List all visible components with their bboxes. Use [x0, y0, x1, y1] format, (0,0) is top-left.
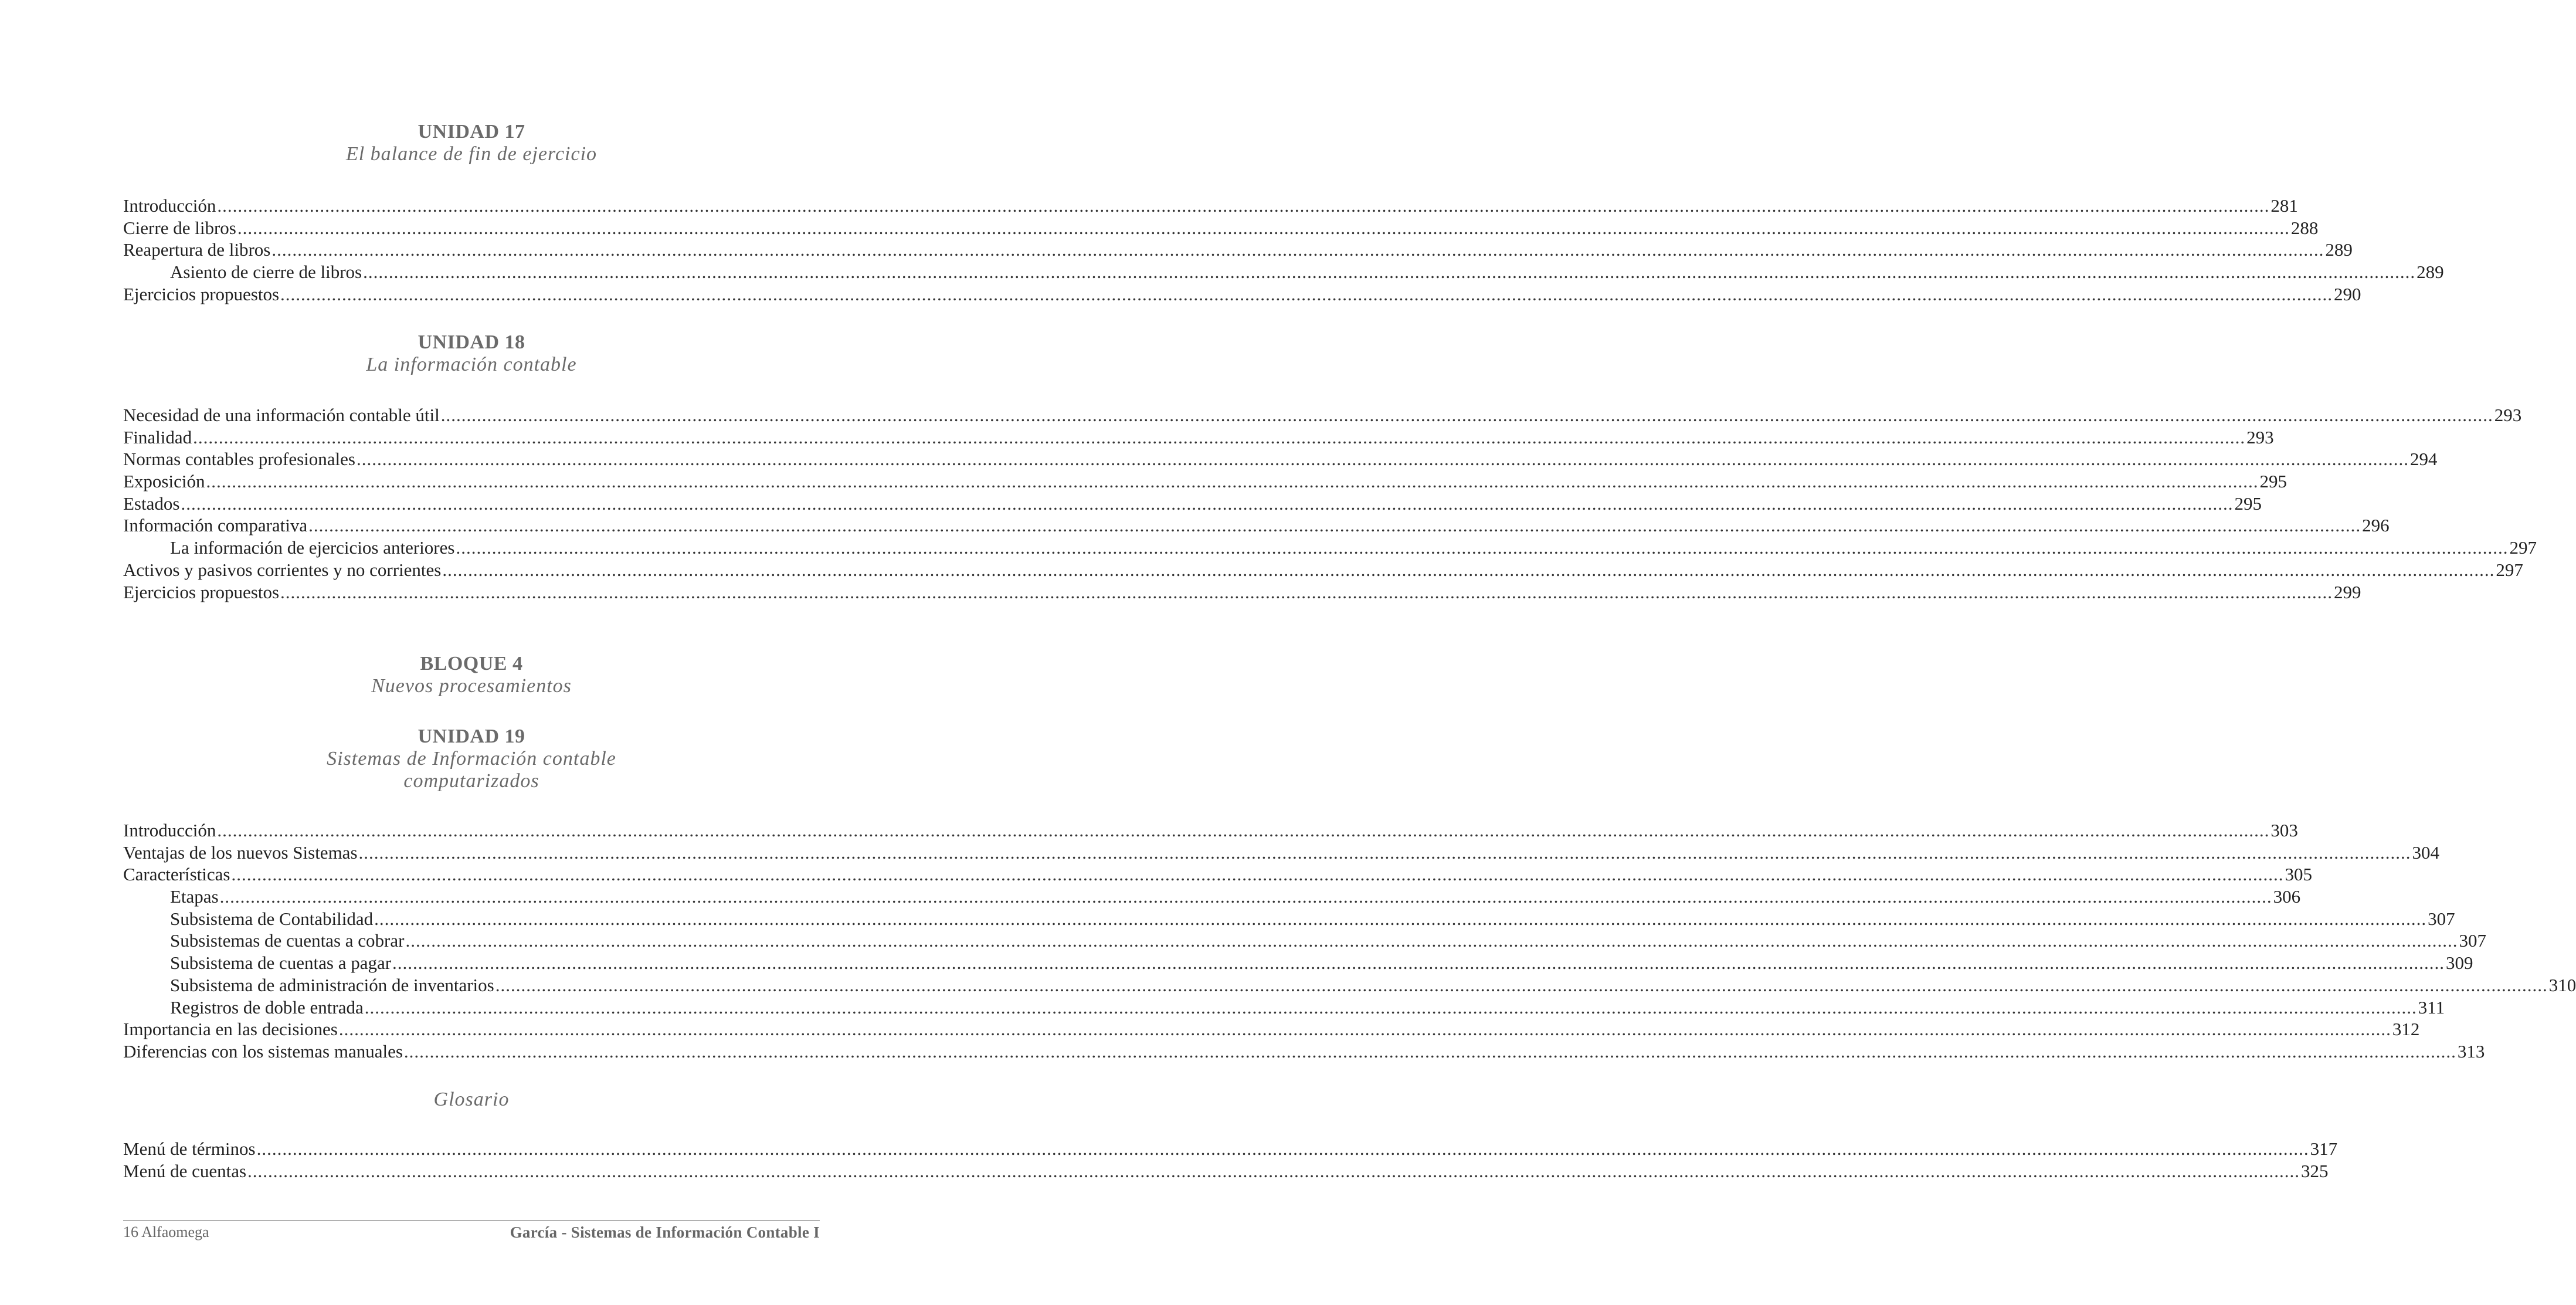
unit19-title: UNIDAD 19 [418, 726, 525, 747]
toc-entry-title: Introducción [123, 820, 216, 840]
toc-entry-page: 295 [2259, 471, 2287, 492]
toc-entry-title: Ejercicios propuestos [123, 283, 280, 304]
toc-entry-page: 304 [2412, 842, 2440, 863]
toc-dot-leader: ................................................................................................................................................................................................................................................................................................................................................................................................................ [442, 559, 2495, 580]
toc-entry-title: Registros de doble entrada [170, 996, 364, 1018]
glossary-header [123, 1089, 820, 1111]
unit17-toc [123, 195, 2444, 305]
block4-title: BLOQUE 4 [420, 653, 523, 674]
unit17-header [123, 121, 820, 165]
toc-entry [123, 404, 2522, 426]
toc-entry-page: 307 [2459, 930, 2486, 951]
toc-entry [123, 886, 2301, 908]
toc-entry [123, 195, 2298, 217]
toc-entry [123, 470, 2287, 493]
toc-dot-leader: ................................................................................................................................................................................................................................................................................................................................................................................................................ [237, 217, 2290, 238]
unit19-toc [123, 819, 2576, 1063]
toc-entry-title: Información comparativa [123, 515, 308, 536]
toc-entry [123, 537, 2537, 559]
toc-entry-page: 317 [2310, 1138, 2338, 1159]
footer-book-title: García - Sistemas de Información Contable I [510, 1223, 820, 1241]
toc-entry-page: 289 [2417, 262, 2444, 283]
toc-entry-title: Importancia en las decisiones [123, 1019, 338, 1040]
toc-dot-leader: ................................................................................................................................................................................................................................................................................................................................................................................................................ [280, 581, 2333, 602]
unit18-title: UNIDAD 18 [418, 331, 525, 353]
toc-entry-title: Subsistema de cuentas a pagar [170, 953, 392, 974]
toc-entry-title: Ventajas de los nuevos Sistemas [123, 842, 358, 863]
toc-entry-page: 296 [2362, 515, 2390, 536]
toc-entry-page: 325 [2301, 1160, 2329, 1181]
toc-dot-leader: ................................................................................................................................................................................................................................................................................................................................................................................................................ [217, 195, 2270, 216]
toc-entry-title: Menú de cuentas [123, 1160, 247, 1181]
toc-dot-leader: ................................................................................................................................................................................................................................................................................................................................................................................................................ [308, 515, 2361, 536]
toc-entry-title: Exposición [123, 471, 205, 492]
toc-entry [123, 283, 2361, 306]
unit19-subtitle-line2: computarizados [403, 770, 539, 792]
unit19-subtitle-line1: Sistemas de Información contable [327, 748, 616, 770]
toc-dot-leader: ................................................................................................................................................................................................................................................................................................................................................................................................................ [364, 996, 2417, 1018]
toc-entry-page: 312 [2392, 1019, 2420, 1040]
toc-entry-title: Normas contables profesionales [123, 449, 355, 470]
footer-page-label: 16 Alfaomega [123, 1223, 209, 1240]
toc-entry [123, 974, 2576, 996]
unit18-subtitle: La información contable [366, 354, 577, 375]
toc-dot-leader: ................................................................................................................................................................................................................................................................................................................................................................................................................ [219, 886, 2272, 907]
toc-entry-title: Etapas [170, 886, 219, 907]
toc-entry [123, 559, 2523, 581]
toc-dot-leader: ................................................................................................................................................................................................................................................................................................................................................................................................................ [217, 820, 2270, 840]
toc-dot-leader: ................................................................................................................................................................................................................................................................................................................................................................................................................ [247, 1160, 2300, 1181]
toc-entry-title: Diferencias con los sistemas manuales [123, 1040, 403, 1062]
toc-dot-leader: ................................................................................................................................................................................................................................................................................................................................................................................................................ [405, 930, 2458, 951]
toc-dot-leader: ................................................................................................................................................................................................................................................................................................................................................................................................................ [338, 1019, 2391, 1040]
toc-entry-page: 297 [2509, 537, 2537, 558]
toc-entry [123, 842, 2440, 864]
toc-entry-title: Subsistemas de cuentas a cobrar [170, 930, 405, 951]
toc-entry-title: Necesidad de una información contable útil [123, 405, 440, 425]
footer-rule [123, 1220, 820, 1221]
toc-entry-page: 294 [2410, 449, 2438, 470]
toc-dot-leader: ................................................................................................................................................................................................................................................................................................................................................................................................................ [357, 449, 2409, 470]
toc-entry-page: 313 [2457, 1040, 2485, 1062]
toc-entry-page: 309 [2446, 953, 2473, 974]
toc-dot-leader: ................................................................................................................................................................................................................................................................................................................................................................................................................ [403, 1040, 2456, 1062]
block4-subtitle: Nuevos procesamientos [371, 675, 572, 697]
block4-header [123, 653, 820, 697]
toc-entry-title: Subsistema de administración de inventarios [170, 974, 494, 995]
toc-entry-title: Introducción [123, 195, 216, 216]
toc-dot-leader: ................................................................................................................................................................................................................................................................................................................................................................................................................ [392, 953, 2445, 974]
toc-dot-leader: ................................................................................................................................................................................................................................................................................................................................................................................................................ [358, 842, 2411, 863]
unit19-header [123, 726, 820, 792]
toc-dot-leader: ................................................................................................................................................................................................................................................................................................................................................................................................................ [193, 426, 2246, 448]
glossary-toc [123, 1138, 2338, 1182]
toc-entry-page: 307 [2428, 908, 2455, 929]
toc-entry-page: 311 [2418, 996, 2445, 1018]
toc-dot-leader: ................................................................................................................................................................................................................................................................................................................................................................................................................ [256, 1138, 2309, 1159]
toc-entry-page: 303 [2270, 820, 2298, 840]
unit17-subtitle: El balance de fin de ejercicio [345, 143, 598, 165]
toc-entry-page: 281 [2270, 195, 2298, 216]
toc-entry [123, 908, 2455, 930]
toc-entry [123, 952, 2473, 974]
toc-entry-page: 289 [2325, 239, 2353, 260]
toc-entry [123, 239, 2353, 261]
toc-entry-title: Características [123, 864, 230, 885]
glossary-title: Glosario [433, 1089, 510, 1110]
toc-entry-title: Activos y pasivos corrientes y no corrientes [123, 559, 442, 580]
toc-dot-leader: ................................................................................................................................................................................................................................................................................................................................................................................................................ [280, 283, 2333, 304]
toc-dot-leader: ................................................................................................................................................................................................................................................................................................................................................................................................................ [271, 239, 2324, 260]
toc-dot-leader: ................................................................................................................................................................................................................................................................................................................................................................................................................ [374, 908, 2427, 929]
toc-entry [123, 261, 2444, 283]
toc-dot-leader: ................................................................................................................................................................................................................................................................................................................................................................................................................ [231, 864, 2284, 885]
footer [123, 1223, 820, 1242]
toc-entry-title: Finalidad [123, 426, 192, 448]
toc-entry [123, 1040, 2485, 1063]
toc-entry [123, 819, 2298, 842]
toc-entry-page: 297 [2496, 559, 2523, 580]
toc-entry [123, 930, 2486, 952]
toc-entry [123, 493, 2262, 515]
toc-dot-leader: ................................................................................................................................................................................................................................................................................................................................................................................................................ [363, 262, 2416, 283]
toc-entry-page: 305 [2285, 864, 2312, 885]
page [123, 0, 2576, 1305]
toc-entry-page: 306 [2273, 886, 2301, 907]
toc-entry-title: Ejercicios propuestos [123, 581, 280, 602]
toc-entry-title: Asiento de cierre de libros [170, 262, 362, 283]
toc-entry-page: 310 [2548, 974, 2576, 995]
unit17-title: UNIDAD 17 [418, 121, 525, 143]
toc-entry [123, 514, 2390, 537]
toc-entry [123, 996, 2445, 1019]
toc-entry [123, 448, 2438, 470]
toc-entry-page: 299 [2334, 581, 2361, 602]
toc-dot-leader: ................................................................................................................................................................................................................................................................................................................................................................................................................ [181, 493, 2234, 514]
toc-entry-title: Estados [123, 493, 180, 514]
toc-entry-page: 293 [2246, 426, 2274, 448]
toc-entry-page: 293 [2494, 405, 2522, 425]
toc-entry [123, 863, 2312, 886]
toc-dot-leader: ................................................................................................................................................................................................................................................................................................................................................................................................................ [440, 405, 2493, 425]
toc-entry-title: Menú de términos [123, 1138, 256, 1159]
toc-entry-page: 290 [2334, 283, 2361, 304]
toc-entry [123, 1138, 2338, 1160]
toc-dot-leader: ................................................................................................................................................................................................................................................................................................................................................................................................................ [206, 471, 2259, 492]
toc-entry [123, 217, 2319, 239]
unit18-toc [123, 404, 2537, 603]
unit18-header [123, 331, 820, 376]
toc-entry [123, 1018, 2420, 1040]
toc-entry-page: 295 [2234, 493, 2262, 514]
toc-entry-title: Cierre de libros [123, 217, 236, 238]
toc-dot-leader: ................................................................................................................................................................................................................................................................................................................................................................................................................ [456, 537, 2509, 558]
toc-entry [123, 581, 2361, 604]
toc-dot-leader: ................................................................................................................................................................................................................................................................................................................................................................................................................ [495, 974, 2548, 995]
toc-entry [123, 1160, 2329, 1182]
toc-entry-page: 288 [2290, 217, 2319, 238]
toc-entry-title: La información de ejercicios anteriores [170, 537, 455, 558]
toc-entry-title: Reapertura de libros [123, 239, 271, 260]
toc-entry-title: Subsistema de Contabilidad [170, 908, 374, 929]
toc-entry [123, 426, 2274, 449]
